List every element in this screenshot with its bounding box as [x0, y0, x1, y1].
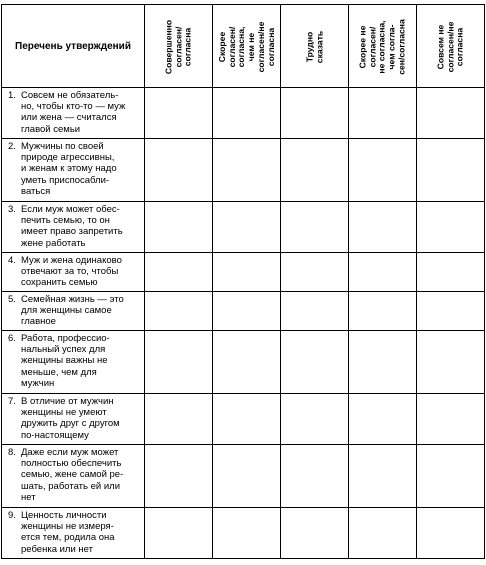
statement-text: Семейная жизнь — это для женщины самое главное — [21, 294, 124, 328]
answer-cell[interactable] — [417, 139, 485, 202]
statement-cell — [2, 331, 145, 394]
answer-cell[interactable] — [417, 394, 485, 445]
answer-cell[interactable] — [281, 331, 349, 394]
answer-cell[interactable] — [349, 508, 417, 559]
table-row — [2, 139, 485, 202]
statement-text: Совсем не обязатель- но, чтобы кто-то — муж или жена — считался главой семьи — [21, 90, 126, 135]
statement-content — [8, 294, 141, 328]
statement-text: Мужчины по своей природе агрессивны, и женам к этому надо уметь приспосабли- ваться — [21, 141, 117, 197]
statement-text: В отличие от мужчин женщины не умеют дружить друг с другом по-настоящему — [21, 396, 120, 441]
option-header-fully-disagree — [417, 5, 485, 88]
answer-cell[interactable] — [349, 253, 417, 292]
option-label: Трудно сказать — [304, 30, 324, 63]
statement-content — [8, 255, 141, 289]
answer-cell[interactable] — [417, 253, 485, 292]
answer-cell[interactable] — [213, 331, 281, 394]
statement-cell — [2, 508, 145, 559]
option-label: Скорее согласен/ согласна, чем не согласен/не согласна — [216, 21, 276, 72]
answer-cell[interactable] — [281, 202, 349, 253]
answer-cell[interactable] — [145, 88, 213, 139]
statement-number: 2. — [8, 141, 16, 152]
statement-cell — [2, 88, 145, 139]
answer-cell[interactable] — [145, 331, 213, 394]
header-row — [2, 5, 485, 88]
option-header-rather-disagree — [349, 5, 417, 88]
answer-cell[interactable] — [213, 202, 281, 253]
answer-cell[interactable] — [349, 394, 417, 445]
statement-rows — [2, 88, 485, 559]
survey-table — [1, 4, 485, 559]
statement-cell — [2, 202, 145, 253]
statement-text: Если муж может обес- печить семью, то он имеет право запретить жене работать — [21, 204, 123, 249]
table-row — [2, 394, 485, 445]
option-label: Скорее не согласен/ не согласна, чем согла- сен/согласна — [357, 18, 407, 75]
answer-cell[interactable] — [213, 253, 281, 292]
statement-content — [8, 510, 141, 555]
statement-text: Ценность личности женщины не измеря- ется тем, родила она ребенка или нет — [21, 510, 115, 555]
statement-content — [8, 90, 141, 135]
answer-cell[interactable] — [417, 292, 485, 331]
answer-cell[interactable] — [213, 508, 281, 559]
option-header-fully-agree — [145, 5, 213, 88]
answer-cell[interactable] — [145, 139, 213, 202]
statements-column-header: Перечень утверждений — [2, 5, 145, 88]
answer-cell[interactable] — [145, 202, 213, 253]
answer-cell[interactable] — [281, 445, 349, 508]
answer-cell[interactable] — [145, 394, 213, 445]
statement-number: 8. — [8, 447, 16, 458]
answer-cell[interactable] — [145, 253, 213, 292]
answer-cell[interactable] — [349, 139, 417, 202]
answer-cell[interactable] — [417, 331, 485, 394]
statement-content — [8, 396, 141, 441]
answer-cell[interactable] — [281, 292, 349, 331]
answer-cell[interactable] — [281, 394, 349, 445]
statement-number: 6. — [8, 333, 16, 344]
answer-cell[interactable] — [145, 445, 213, 508]
statement-number: 5. — [8, 294, 16, 305]
answer-cell[interactable] — [281, 508, 349, 559]
answer-cell[interactable] — [213, 88, 281, 139]
statement-number: 3. — [8, 204, 16, 215]
statement-content — [8, 333, 141, 389]
statement-cell — [2, 394, 145, 445]
answer-cell[interactable] — [349, 331, 417, 394]
statement-text: Работа, профессио- нальный успех для женщины важны не меньше, чем для мужчин — [21, 333, 110, 389]
table-row — [2, 253, 485, 292]
answer-cell[interactable] — [281, 139, 349, 202]
statement-number: 1. — [8, 90, 16, 101]
statement-text: Муж и жена одинаково отвечают за то, чтобы сохранить семью — [21, 255, 122, 289]
statement-number: 7. — [8, 396, 16, 407]
statement-content — [8, 447, 141, 503]
statement-content — [8, 204, 141, 249]
answer-cell[interactable] — [213, 292, 281, 331]
table-row — [2, 88, 485, 139]
table-row — [2, 292, 485, 331]
statement-cell — [2, 253, 145, 292]
answer-cell[interactable] — [349, 202, 417, 253]
option-header-rather-agree — [213, 5, 281, 88]
answer-cell[interactable] — [145, 508, 213, 559]
table-row — [2, 331, 485, 394]
statement-text: Даже если муж может полностью обеспечить семью, жене самой ре- шать, работать ей или нет — [21, 447, 124, 503]
answer-cell[interactable] — [281, 253, 349, 292]
table-row — [2, 445, 485, 508]
option-label: Совершенно согласен/ согласна — [163, 19, 193, 74]
statement-number: 9. — [8, 510, 16, 521]
answer-cell[interactable] — [417, 508, 485, 559]
answer-cell[interactable] — [145, 292, 213, 331]
statement-cell — [2, 139, 145, 202]
answer-cell[interactable] — [213, 445, 281, 508]
answer-cell[interactable] — [213, 394, 281, 445]
answer-cell[interactable] — [281, 88, 349, 139]
option-label: Совсем не согласен/не согласна — [435, 21, 465, 72]
answer-cell[interactable] — [417, 445, 485, 508]
statement-cell — [2, 292, 145, 331]
answer-cell[interactable] — [417, 202, 485, 253]
table-row — [2, 508, 485, 559]
option-header-hard-to-say — [281, 5, 349, 88]
statement-content — [8, 141, 141, 197]
statement-number: 4. — [8, 255, 16, 266]
table-row — [2, 202, 485, 253]
answer-cell[interactable] — [417, 88, 485, 139]
answer-cell[interactable] — [213, 139, 281, 202]
statement-cell — [2, 445, 145, 508]
answer-cell[interactable] — [349, 292, 417, 331]
answer-cell[interactable] — [349, 88, 417, 139]
answer-cell[interactable] — [349, 445, 417, 508]
